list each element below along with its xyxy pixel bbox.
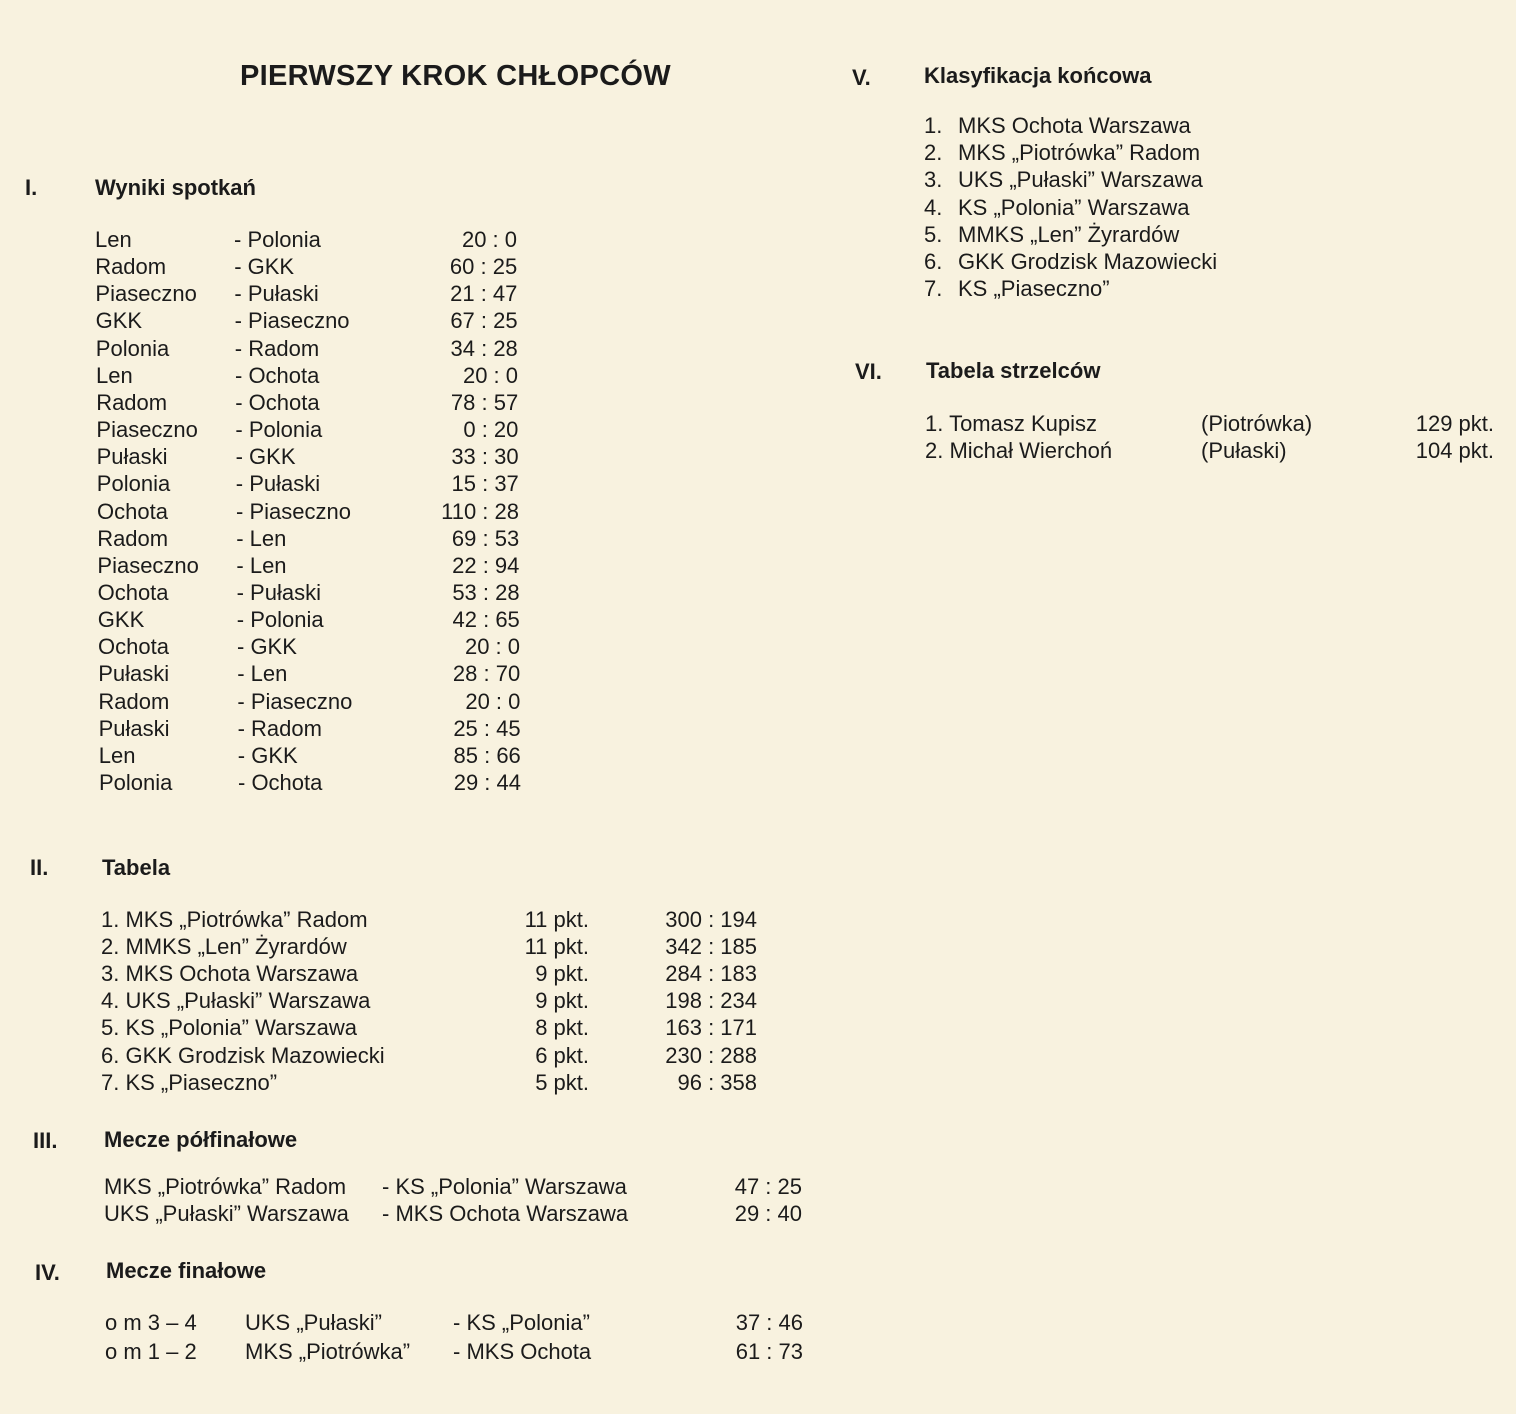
away-team: - Len <box>236 525 287 551</box>
home-team: UKS „Pułaski” <box>245 1310 382 1335</box>
team-score-balance: 198 : 234 <box>665 988 757 1014</box>
away-team: - Radom <box>237 715 322 741</box>
match-score: 0 : 20 <box>463 417 519 443</box>
match-score: 20 : 0 <box>461 227 517 252</box>
team-score-balance: 284 : 183 <box>665 961 757 987</box>
section-1-number: I. <box>25 175 38 200</box>
section-4-number: IV. <box>35 1260 60 1285</box>
home-team: MKS „Piotrówka” Radom <box>104 1174 347 1199</box>
final-placement-label: o m 3 – 4 <box>105 1310 197 1335</box>
away-team: - KS „Polonia” Warszawa <box>382 1174 627 1199</box>
home-team: Piaseczno <box>95 281 197 307</box>
away-team: - GKK <box>234 254 295 280</box>
match-score: 29 : 40 <box>734 1201 802 1226</box>
home-team: GKK <box>95 308 143 334</box>
final-placement-label: o m 1 – 2 <box>105 1339 197 1364</box>
home-team: Len <box>96 362 133 388</box>
place-number: 5. <box>924 221 943 247</box>
away-team: - Piaseczno <box>236 498 351 524</box>
home-team: Radom <box>96 389 168 415</box>
player-club: (Pułaski) <box>1201 438 1287 463</box>
team-name: 3. MKS Ochota Warszawa <box>101 961 359 987</box>
match-score: 85 : 66 <box>453 742 521 768</box>
away-team: - Polonia <box>234 227 321 252</box>
match-score: 42 : 65 <box>452 607 520 633</box>
home-team: Pułaski <box>98 715 170 741</box>
home-team: Pułaski <box>96 444 168 470</box>
home-team: Polonia <box>96 471 171 497</box>
match-score: 47 : 25 <box>734 1174 802 1199</box>
home-team: Ochota <box>98 634 169 660</box>
place-number: 4. <box>924 194 943 220</box>
place-number: 1. <box>924 113 943 138</box>
page-title: PIERWSZY KROK CHŁOPCÓW <box>240 60 671 92</box>
match-score: 29 : 44 <box>453 770 521 795</box>
away-team: - Piaseczno <box>234 308 350 334</box>
team-name: 7. KS „Piaseczno” <box>101 1069 278 1095</box>
team-name: 1. MKS „Piotrówka” Radom <box>101 907 368 932</box>
away-team: - Ochota <box>238 770 323 795</box>
match-score: 61 : 73 <box>735 1339 803 1364</box>
team-name: MKS Ochota Warszawa <box>958 113 1191 138</box>
match-score: 15 : 37 <box>451 471 519 497</box>
team-name: GKK Grodzisk Mazowiecki <box>958 249 1218 274</box>
section-5-number: V. <box>852 65 871 90</box>
away-team: - Len <box>237 661 288 687</box>
team-name: 2. MMKS „Len” Żyrardów <box>101 934 347 960</box>
team-score-balance: 96 : 358 <box>677 1069 757 1095</box>
player-points: 104 pkt. <box>1415 438 1494 463</box>
home-team: Radom <box>95 254 167 280</box>
match-score: 37 : 46 <box>735 1310 803 1335</box>
team-name: KS „Polonia” Warszawa <box>958 194 1190 220</box>
home-team: Pułaski <box>98 661 170 687</box>
player-name: 1. Tomasz Kupisz <box>925 411 1098 436</box>
team-points: 11 pkt. <box>524 934 589 960</box>
match-score: 110 : 28 <box>441 498 519 524</box>
section-1-title: Wyniki spotkań <box>95 175 256 200</box>
section-6-title: Tabela strzelców <box>926 358 1101 383</box>
team-name: 6. GKK Grodzisk Mazowiecki <box>101 1042 385 1068</box>
player-points: 129 pkt. <box>1415 411 1494 436</box>
away-team: - Pułaski <box>235 471 321 497</box>
match-score: 33 : 30 <box>451 444 519 470</box>
away-team: - MKS Ochota <box>453 1339 592 1364</box>
team-score-balance: 342 : 185 <box>665 934 757 960</box>
match-score: 28 : 70 <box>452 661 521 687</box>
team-points: 11 pkt. <box>524 907 589 932</box>
away-team: - KS „Polonia” <box>453 1310 590 1335</box>
team-points: 9 pkt. <box>535 961 589 987</box>
match-score: 67 : 25 <box>450 308 518 334</box>
home-team: GKK <box>97 607 145 633</box>
match-score: 53 : 28 <box>452 579 520 605</box>
match-score: 20 : 0 <box>462 362 518 388</box>
match-score: 60 : 25 <box>449 254 518 280</box>
away-team: - Piaseczno <box>237 688 353 714</box>
team-score-balance: 163 : 171 <box>665 1015 757 1041</box>
away-team: - Radom <box>234 335 320 361</box>
home-team: Len <box>98 742 136 768</box>
home-team: UKS „Pułaski” Warszawa <box>104 1201 349 1226</box>
match-score: 21 : 47 <box>450 281 518 307</box>
place-number: 2. <box>924 140 943 166</box>
away-team: - MKS Ochota Warszawa <box>382 1201 629 1226</box>
match-score: 78 : 57 <box>450 389 519 415</box>
home-team: Radom <box>97 525 169 551</box>
away-team: - Pułaski <box>236 579 321 605</box>
section-3-title: Mecze półfinałowe <box>104 1127 298 1152</box>
team-points: 6 pkt. <box>535 1042 589 1068</box>
section-4-title: Mecze finałowe <box>106 1258 267 1283</box>
team-points: 8 pkt. <box>535 1015 589 1041</box>
away-team: - Polonia <box>235 417 323 443</box>
match-score: 34 : 28 <box>450 335 518 361</box>
team-name: MMKS „Len” Żyrardów <box>958 221 1180 247</box>
section-2-title: Tabela <box>102 855 171 880</box>
home-team: Piaseczno <box>96 417 198 443</box>
team-points: 9 pkt. <box>535 988 589 1014</box>
away-team: - GKK <box>235 444 296 470</box>
place-number: 6. <box>924 249 943 274</box>
team-name: KS „Piaseczno” <box>958 276 1110 302</box>
match-score: 69 : 53 <box>451 525 520 551</box>
player-club: (Piotrówka) <box>1201 411 1313 436</box>
team-name: UKS „Pułaski” Warszawa <box>958 167 1203 193</box>
player-name: 2. Michał Wierchoń <box>925 438 1113 463</box>
match-score: 20 : 0 <box>464 634 520 660</box>
place-number: 7. <box>924 276 943 302</box>
section-2-number: II. <box>30 855 49 880</box>
away-team: - GKK <box>237 634 297 660</box>
team-score-balance: 300 : 194 <box>665 907 757 932</box>
away-team: - GKK <box>237 742 298 768</box>
match-score: 22 : 94 <box>452 552 520 578</box>
section-6-number: VI. <box>855 359 882 384</box>
section-5-title: Klasyfikacja końcowa <box>924 63 1152 88</box>
home-team: Ochota <box>97 579 169 605</box>
away-team: - Pułaski <box>234 281 319 307</box>
home-team: MKS „Piotrówka” <box>245 1339 411 1364</box>
home-team: Ochota <box>97 498 168 524</box>
away-team: - Ochota <box>235 389 320 415</box>
home-team: Radom <box>98 688 170 714</box>
home-team: Polonia <box>99 770 173 795</box>
home-team: Piaseczno <box>97 552 199 578</box>
away-team: - Ochota <box>235 362 320 388</box>
away-team: - Len <box>236 552 287 578</box>
away-team: - Polonia <box>236 607 324 633</box>
team-name: 5. KS „Polonia” Warszawa <box>101 1015 357 1041</box>
place-number: 3. <box>924 167 943 193</box>
match-score: 25 : 45 <box>453 715 521 741</box>
team-points: 5 pkt. <box>535 1069 589 1095</box>
team-name: MKS „Piotrówka” Radom <box>958 140 1201 166</box>
team-score-balance: 230 : 288 <box>665 1042 757 1068</box>
team-name: 4. UKS „Pułaski” Warszawa <box>101 988 371 1014</box>
section-3-number: III. <box>33 1128 58 1153</box>
home-team: Polonia <box>95 335 170 361</box>
home-team: Len <box>95 227 132 252</box>
match-score: 20 : 0 <box>465 688 521 714</box>
